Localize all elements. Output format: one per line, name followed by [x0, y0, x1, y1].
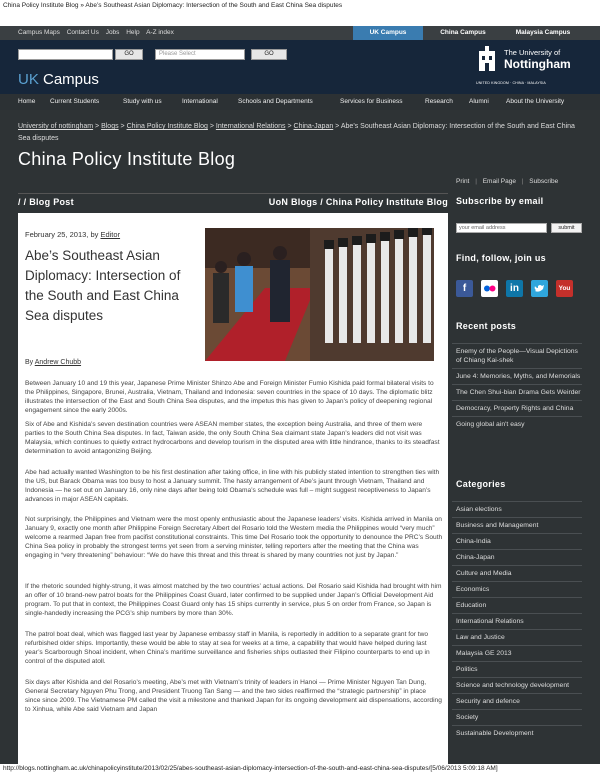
people-search-input[interactable]: [18, 49, 113, 60]
article-photo: [205, 228, 434, 361]
category-link[interactable]: Economics: [452, 581, 582, 597]
category-link[interactable]: Science and technology development: [452, 677, 582, 693]
category-link[interactable]: Sustainable Development: [452, 725, 582, 741]
tab-malaysia-campus[interactable]: Malaysia Campus: [515, 29, 571, 36]
byline-author-link[interactable]: Andrew Chubb: [34, 359, 82, 366]
campus-maps-link[interactable]: Campus Maps: [18, 29, 60, 36]
university-logo[interactable]: [476, 43, 596, 89]
recent-post-link[interactable]: June 4: Memories, Myths, and Memorials: [452, 368, 582, 384]
category-link[interactable]: Culture and Media: [452, 565, 582, 581]
breadcrumb-link-blogs[interactable]: Blogs: [101, 123, 119, 130]
nav-alumni[interactable]: Alumni: [469, 98, 489, 105]
logo-line2: Nottingham: [504, 57, 571, 71]
category-link[interactable]: Asian elections: [452, 501, 582, 517]
breadcrumb: [18, 121, 583, 145]
campus-heading-prefix: UK: [18, 71, 39, 88]
article-paragraph: Abe had actually wanted Washington to be his first destination after taking office, in line with his publicly stated intention to strengthen ties with the US, but Barack Obama was too busy to host a January summit. The hasty arrangement of Abe’s jaunt through Vietnam, Thailand and Indonesia — he set out on January 16, only nine days after being told Obama’s schedule was full – might suggest receptiveness to Japan’s advances in major ASEAN capitals.: [25, 469, 440, 503]
toolbar-divider: |: [521, 178, 524, 185]
post-author-link[interactable]: Editor: [100, 230, 121, 239]
email-page-link[interactable]: Email Page: [482, 178, 516, 185]
article-byline: [25, 359, 81, 366]
breadcrumb-link-blog[interactable]: China Policy Institute Blog: [126, 123, 208, 130]
recent-posts-heading: Recent posts: [456, 321, 517, 331]
breadcrumb-separator: >: [285, 123, 294, 130]
top-utility-links: [18, 29, 179, 36]
article-paragraph: Between January 10 and 19 this year, Japanese Prime Minister Shinzo Abe and Foreign Minister Fumio Kishida paid formal bilateral visits to the Philippines, Singapore, Brunei, Australia, Vietnam, Thailand and Indonesia: seven countries in the space of 10 days. The diplomatic blitz illustrates the intersection of the East and South China Sea disputes, and the impetus this has given to Japan’s policy of deepening regional engagement since the early 2000s.: [25, 380, 434, 414]
campus-heading-name: Campus: [38, 71, 99, 88]
jobs-link[interactable]: Jobs: [105, 29, 120, 36]
university-crest-icon: [476, 45, 498, 75]
nav-about-university[interactable]: About the University: [506, 98, 565, 105]
breadcrumb-link-international-relations[interactable]: International Relations: [215, 123, 286, 130]
facebook-icon[interactable]: f: [456, 280, 473, 297]
breadcrumb-link-china-japan[interactable]: China-Japan: [293, 123, 334, 130]
article-paragraph: The patrol boat deal, which was flagged last year by Japanese embassy staff in Manila, is reportedly in addition to a separate grant for two refurbished older ships. Importantly, these would be able to stay at sea for weeks at a time, a capability that would have helped during last year’s Scarborough Shoal incident, when China’s maritime surveillance and fisheries ships outlasted their Filipino counterparts to end up in control of the disputed atoll.: [25, 631, 430, 665]
recent-post-link[interactable]: Going global ain't easy: [452, 416, 582, 432]
article-title: Abe’s Southeast Asian Diplomacy: Intersection of the South and East China Sea disputes: [25, 248, 181, 323]
category-link[interactable]: China-Japan: [452, 549, 582, 565]
nav-research[interactable]: Research: [425, 98, 453, 105]
recent-posts-list: [452, 343, 582, 432]
article: [18, 213, 448, 764]
logo-line1: The University of: [504, 48, 561, 57]
help-link[interactable]: Help: [126, 29, 140, 36]
print-link[interactable]: Print: [456, 178, 470, 185]
print-page-title: China Policy Institute Blog » Abe’s Southeast Asian Diplomacy: Intersection of the South and East China Sea disputes: [3, 2, 343, 9]
linkedin-icon[interactable]: in: [506, 280, 523, 297]
category-link[interactable]: Law and Justice: [452, 629, 582, 645]
category-link[interactable]: Politics: [452, 661, 582, 677]
category-link[interactable]: Security and defence: [452, 693, 582, 709]
subscribe-email-input[interactable]: your email address: [456, 223, 547, 233]
recent-post-link[interactable]: Enemy of the People—Visual Depictions of Chiang Kai-shek: [452, 343, 582, 368]
article-paragraph: Six of Abe and Kishida’s seven destination countries were ASEAN member states, the exception being Australia, and three of them were parties to the South China Sea disputes. In fact, Taiwan aside, the only South China Sea claimant state Japan’s leaders did not visit was Malaysia, which continues to quietly extract hydrocarbons and develop tourism in the disputed area with little hindrance, thanks to its steadfast determination to avoid antagonizing Beijing.: [25, 421, 440, 455]
post-date: [25, 230, 120, 239]
nav-international[interactable]: International: [182, 98, 218, 105]
breadcrumb-separator: >: [93, 123, 102, 130]
people-search-go-button[interactable]: GO: [115, 49, 143, 60]
byline-prefix: By: [25, 359, 35, 366]
recent-post-link[interactable]: Democracy, Property Rights and China: [452, 400, 582, 416]
post-date-text: February 25, 2013, by: [25, 230, 101, 239]
site-select[interactable]: Please Select: [155, 49, 245, 60]
category-link[interactable]: International Relations: [452, 613, 582, 629]
find-follow-heading: Find, follow, join us: [456, 253, 546, 263]
article-paragraph: If the rhetoric sounded highly-strung, it was almost matched by the two countries’ actual actions. Del Rosario said Kishida had brought with him an offer of 10 brand-new patrol boats for the Philippines Coast Guard, later confirmed to be supplied under Japan’s Official Development Aid program. To put that in context, the Philippines Coast Guard only has 15 ships currently in service, plus 5 on order from France, so Japan is single-handedly increasing the PCG’s ship numbers by more than 30%.: [25, 583, 442, 617]
category-link[interactable]: Malaysia GE 2013: [452, 645, 582, 661]
site-search-go-button[interactable]: GO: [251, 49, 287, 60]
toolbar-divider: |: [475, 178, 477, 185]
a-z-index-link[interactable]: A-Z index: [146, 29, 174, 36]
subscribe-submit-button[interactable]: submit: [551, 223, 582, 233]
category-link[interactable]: China-India: [452, 533, 582, 549]
article-paragraph: Six days after Kishida and del Rosario’s meeting, Abe’s met with Vietnam’s trinity of leaders in Hanoi — Prime Minister Nguyen Tan Dung, General Secretary Nguyen Phu Trong, and President Truong Tan Sang — and the two sides reaffirmed the “strategic partnership” in place since since 2009. The Vietnamese PM called the visit a milestone and thanked Japan for its ongoing development aid dispensations, according to Xinhua, while Abe said Vietnam and Japan: [25, 679, 442, 713]
nav-home[interactable]: Home: [18, 98, 36, 105]
breadcrumb-separator: >: [333, 123, 341, 130]
nav-study-with-us[interactable]: Study with us: [123, 98, 162, 105]
logo-tagline: UNITED KINGDOM · CHINA · MALAYSIA: [476, 81, 546, 85]
flickr-icon[interactable]: [481, 280, 498, 297]
tab-china-campus[interactable]: China Campus: [440, 29, 486, 36]
nav-current-students[interactable]: Current Students: [50, 98, 100, 105]
breadcrumb-separator: >: [207, 123, 216, 130]
breadcrumb-link-university[interactable]: University of nottingham: [18, 123, 94, 130]
breadcrumb-current: Abe’s Southeast Asian Diplomacy: Intersection of the South and East China Sea disputes: [18, 123, 575, 142]
honour-guard-photo: [205, 228, 434, 361]
categories-list: [452, 501, 582, 741]
blog-post-heading: / / Blog Post: [18, 193, 168, 211]
category-link[interactable]: Business and Management: [452, 517, 582, 533]
nav-services-business[interactable]: Services for Business: [340, 98, 403, 105]
subscribe-link[interactable]: Subscribe: [529, 178, 559, 185]
category-link[interactable]: Society: [452, 709, 582, 725]
breadcrumb-separator: >: [118, 123, 127, 130]
nav-schools-departments[interactable]: Schools and Departments: [238, 98, 313, 105]
page-toolbar: [456, 178, 558, 185]
campus-heading: [18, 71, 99, 88]
recent-post-link[interactable]: The Chen Shui-bian Drama Gets Weirder: [452, 384, 582, 400]
uon-blogs-heading: UoN Blogs / China Policy Institute Blog: [168, 193, 448, 211]
print-page-url: http://blogs.nottingham.ac.uk/chinapolicyinstitute/2013/02/25/abes-southeast-asian-diplomacy-intersection-of-the-south-and-east-china-sea-disputes/[5/06/2013 5:09:18 AM]: [3, 765, 498, 772]
twitter-icon[interactable]: [531, 280, 548, 297]
category-link[interactable]: Education: [452, 597, 582, 613]
categories-heading: Categories: [456, 479, 506, 489]
article-paragraph: Not surprisingly, the Philippines and Vietnam were the most openly enthusiastic about the Japanese leaders’ visits. Kishida arrived in Manila on January 9, exactly one month after Philippine Foreign Secretary Albert del Rosario told the Western media the Philippines would “very much” welcome a rearmed Japan free from pacifist constitutional constraints. This time Del Rosario took the opportunity to denounce the PRC’s South China Sea policy in probably the strongest terms yet seen from a serving minister, telling reporters after the meeting that the China was engaging in “very threatening” behaviour: “We do have this threat and this threat is shared by many countries not just by Japan.”: [25, 516, 443, 559]
subscribe-heading: Subscribe by email: [456, 196, 544, 206]
contact-us-link[interactable]: Contact Us: [66, 29, 99, 36]
page-title: China Policy Institute Blog: [18, 149, 236, 169]
tab-uk-campus[interactable]: UK Campus: [353, 26, 423, 40]
youtube-icon[interactable]: You: [556, 280, 573, 297]
